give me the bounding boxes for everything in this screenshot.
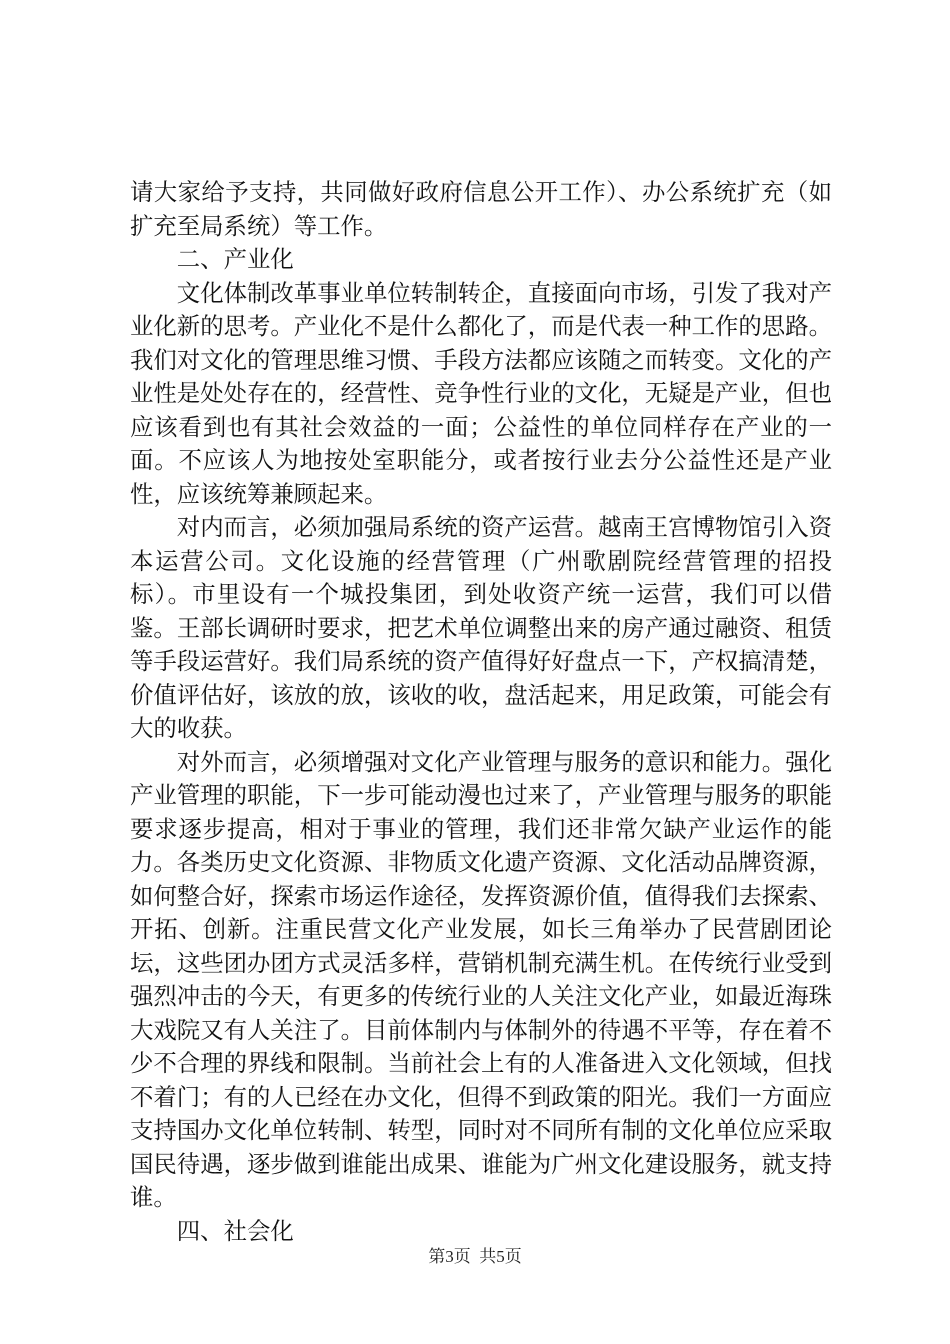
paragraph-external-industry-service: 对外而言，必须增强对文化产业管理与服务的意识和能力。强化产业管理的职能，下一步可能动漫也过来了，产业管理与服务的职能要求逐步提高，相对于事业的管理，我们还非常欠缺产业运作的能力。各类历史文化资源、非物质文化遗产资源、文化活动品牌资源，如何整合好，探索市场运作途径，发挥资源价值，值得我们去探索、开拓、创新。注重民营文化产业发展，如长三角举办了民营剧团论坛，这些团办团方式灵活多样，营销机制充满生机。在传统行业受到强烈冲击的今天，有更多的传统行业的人关注文化产业，如最近海珠大戏院又有人关注了。目前体制内与体制外的待遇不平等，存在着不少不合理的界线和限制。当前社会上有的人准备进入文化领域，但找不着门；有的人已经在办文化，但得不到政策的阳光。我们一方面应支持国办文化单位转制、转型，同时对不同所有制的文化单位应采取国民待遇，逐步做到谁能出成果、谁能为广州文化建设服务，就支持谁。 bbox=[130, 747, 832, 1211]
page-number-label: 第3页 共5页 bbox=[428, 1247, 522, 1266]
document-body bbox=[130, 176, 832, 1248]
section-heading-industrialization: 二、产业化 bbox=[176, 245, 294, 273]
section-heading-socialization: 四、社会化 bbox=[176, 1216, 294, 1245]
page-footer bbox=[0, 1242, 950, 1267]
paragraph-internal-asset-operation: 对内而言，必须加强局系统的资产运营。越南王宫博物馆引入资本运营公司。文化设施的经营管理（广州歌剧院经营管理的招投标）。市里设有一个城投集团，到处收资产统一运营，我们可以借鉴。王部长调研时要求，把艺术单位调整出来的房产通过融资、租赁等手段运营好。我们局系统的资产值得好好盘点一下，产权搞清楚，价值评估好，该放的放，该收的收，盘活起来，用足政策，可能会有大的收获。 bbox=[130, 513, 832, 742]
paragraph-continuation: 请大家给予支持，共同做好政府信息公开工作）、办公系统扩充（如扩充至局系统）等工作。 bbox=[130, 178, 832, 240]
paragraph-industrialization-intro: 文化体制改革事业单位转制转企，直接面向市场，引发了我对产业化新的思考。产业化不是什么都化了，而是代表一种工作的思路。我们对文化的管理思维习惯、手段方法都应该随之而转变。文化的产业性是处处存在的，经营性、竞争性行业的文化，无疑是产业，但也应该看到也有其社会效益的一面；公益性的单位同样存在产业的一面。不应该人为地按处室职能分，或者按行业去分公益性还是产业性，应该统筹兼顾起来。 bbox=[130, 278, 832, 508]
